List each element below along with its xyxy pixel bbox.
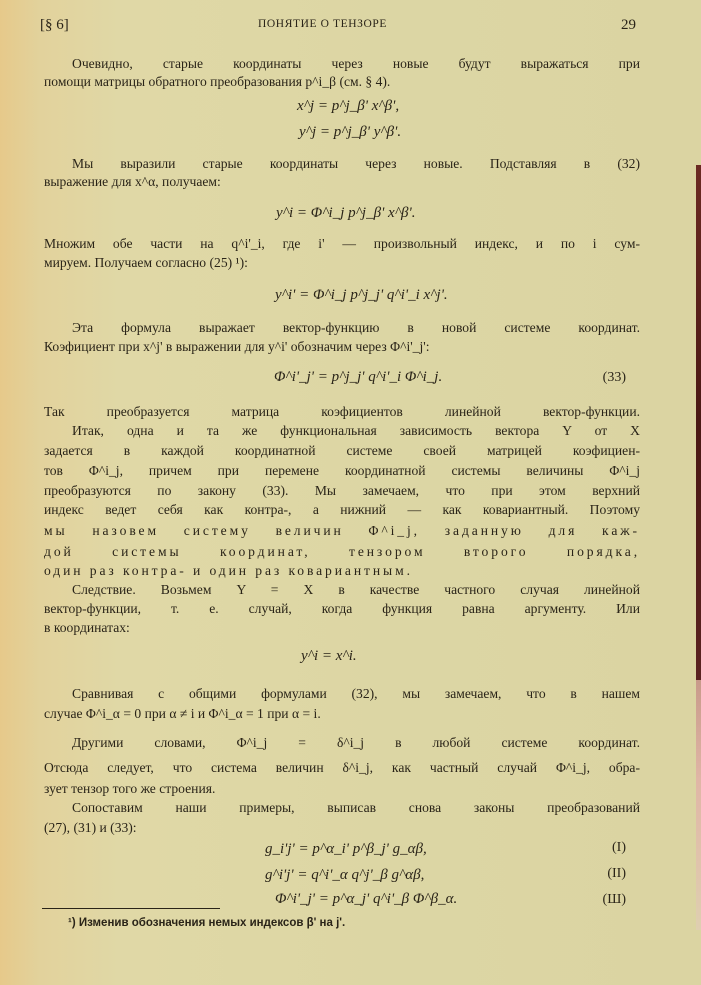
text-line: мируем. Получаем согласно (25) ¹): bbox=[44, 255, 248, 270]
text-line: Следствие. Возьмем Y = X в качестве частного случая линейной bbox=[72, 582, 640, 597]
footnote: ¹) Изменив обозначения немых индексов β' на j'. bbox=[68, 917, 346, 929]
text-line: Сопоставим наши примеры, выписав снова законы преобразований bbox=[72, 800, 640, 815]
equation-number: (Ш) bbox=[602, 892, 626, 907]
text-line: Коэфициент при x^j' в выражении для y^i' обозначим через Φ^i'_j': bbox=[44, 339, 430, 354]
text-line: преобразуются по закону (33). Мы замечаем, что при этом верхний bbox=[44, 483, 640, 498]
text-line: в координатах: bbox=[44, 620, 130, 635]
equation: Φ^i'_j' = p^α_j' q^i'_β Φ^β_α. bbox=[275, 891, 458, 907]
text-line-spaced: один раз контра- и один раз ковариантным. bbox=[44, 563, 413, 578]
equation-number: (II) bbox=[607, 866, 626, 881]
equation: y^i = x^i. bbox=[301, 648, 357, 664]
text-line: Очевидно, старые координаты через новые будут выражаться при bbox=[72, 56, 640, 71]
text-line: Другими словами, Φ^i_j = δ^i_j в любой системе координат. bbox=[72, 735, 640, 750]
text-line-spaced: дой системы координат, тензором второго порядка, bbox=[44, 544, 640, 559]
equation: g^i'j' = q^i'_α q^j'_β g^αβ, bbox=[265, 867, 425, 883]
text-line: Эта формула выражает вектор-функцию в новой системе координат. bbox=[72, 320, 640, 335]
text-line: Отсюда следует, что система величин δ^i_j, как частный случай Φ^i_j, обра- bbox=[44, 760, 640, 775]
page-edge-shadow bbox=[696, 165, 701, 680]
text-line: задается в каждой координатной системе своей матрицей коэфициен- bbox=[44, 443, 640, 458]
text-line: вектор-функции, т. е. случай, когда функция равна аргументу. Или bbox=[44, 601, 640, 616]
running-header bbox=[40, 17, 636, 37]
equation: y^i' = Φ^i_j p^j_j' q^i'_i x^j'. bbox=[275, 287, 448, 303]
equation-number: (I) bbox=[612, 840, 626, 855]
equation-number: (33) bbox=[602, 370, 626, 385]
text-line: зует тензор того же строения. bbox=[44, 781, 216, 796]
text-line-spaced: мы назовем систему величин Φ^i_j, заданную для каж- bbox=[44, 523, 640, 538]
equation: y^i = Φ^i_j p^j_β' x^β'. bbox=[276, 205, 416, 221]
text-line: Итак, одна и та же функциональная зависимость вектора Y от X bbox=[72, 423, 640, 438]
footnote-rule bbox=[42, 908, 220, 909]
equation: y^j = p^j_β' y^β'. bbox=[299, 124, 402, 140]
text-line: (27), (31) и (33): bbox=[44, 820, 137, 835]
equation: g_i'j' = p^α_i' p^β_j' g_αβ, bbox=[265, 841, 427, 857]
equation: Φ^i'_j' = p^j_j' q^i'_i Φ^i_j. bbox=[274, 369, 443, 385]
text-line: Множим обе части на q^i'_i, где i' — произвольный индекс, и по i сум- bbox=[44, 236, 640, 251]
text-line: Так преобразуется матрица коэфициентов линейной вектор-функции. bbox=[44, 404, 640, 419]
text-line: Сравнивая с общими формулами (32), мы замечаем, что в нашем bbox=[72, 686, 640, 701]
running-title: ПОНЯТИЕ О ТЕНЗОРЕ bbox=[258, 18, 388, 30]
text-line: выражение для x^α, получаем: bbox=[44, 174, 221, 189]
text-line: Мы выразили старые координаты через новые. Подставляя в (32) bbox=[72, 156, 640, 171]
section-marker: [§ 6] bbox=[40, 17, 69, 33]
page-number: 29 bbox=[621, 17, 636, 33]
text-line: индекс ведет себя как контра-, а нижний — как ковариантный. Поэтому bbox=[44, 502, 640, 517]
text-line: случае Φ^i_α = 0 при α ≠ i и Φ^i_α = 1 при α = i. bbox=[44, 706, 321, 721]
text-line: тов Φ^i_j, причем при перемене координатной системы величины Φ^i_j bbox=[44, 463, 640, 478]
equation: x^j = p^j_β' x^β', bbox=[297, 98, 400, 114]
page-edge-shadow-lower bbox=[696, 680, 701, 930]
text-line: помощи матрицы обратного преобразования p^i_β (см. § 4). bbox=[44, 74, 391, 89]
